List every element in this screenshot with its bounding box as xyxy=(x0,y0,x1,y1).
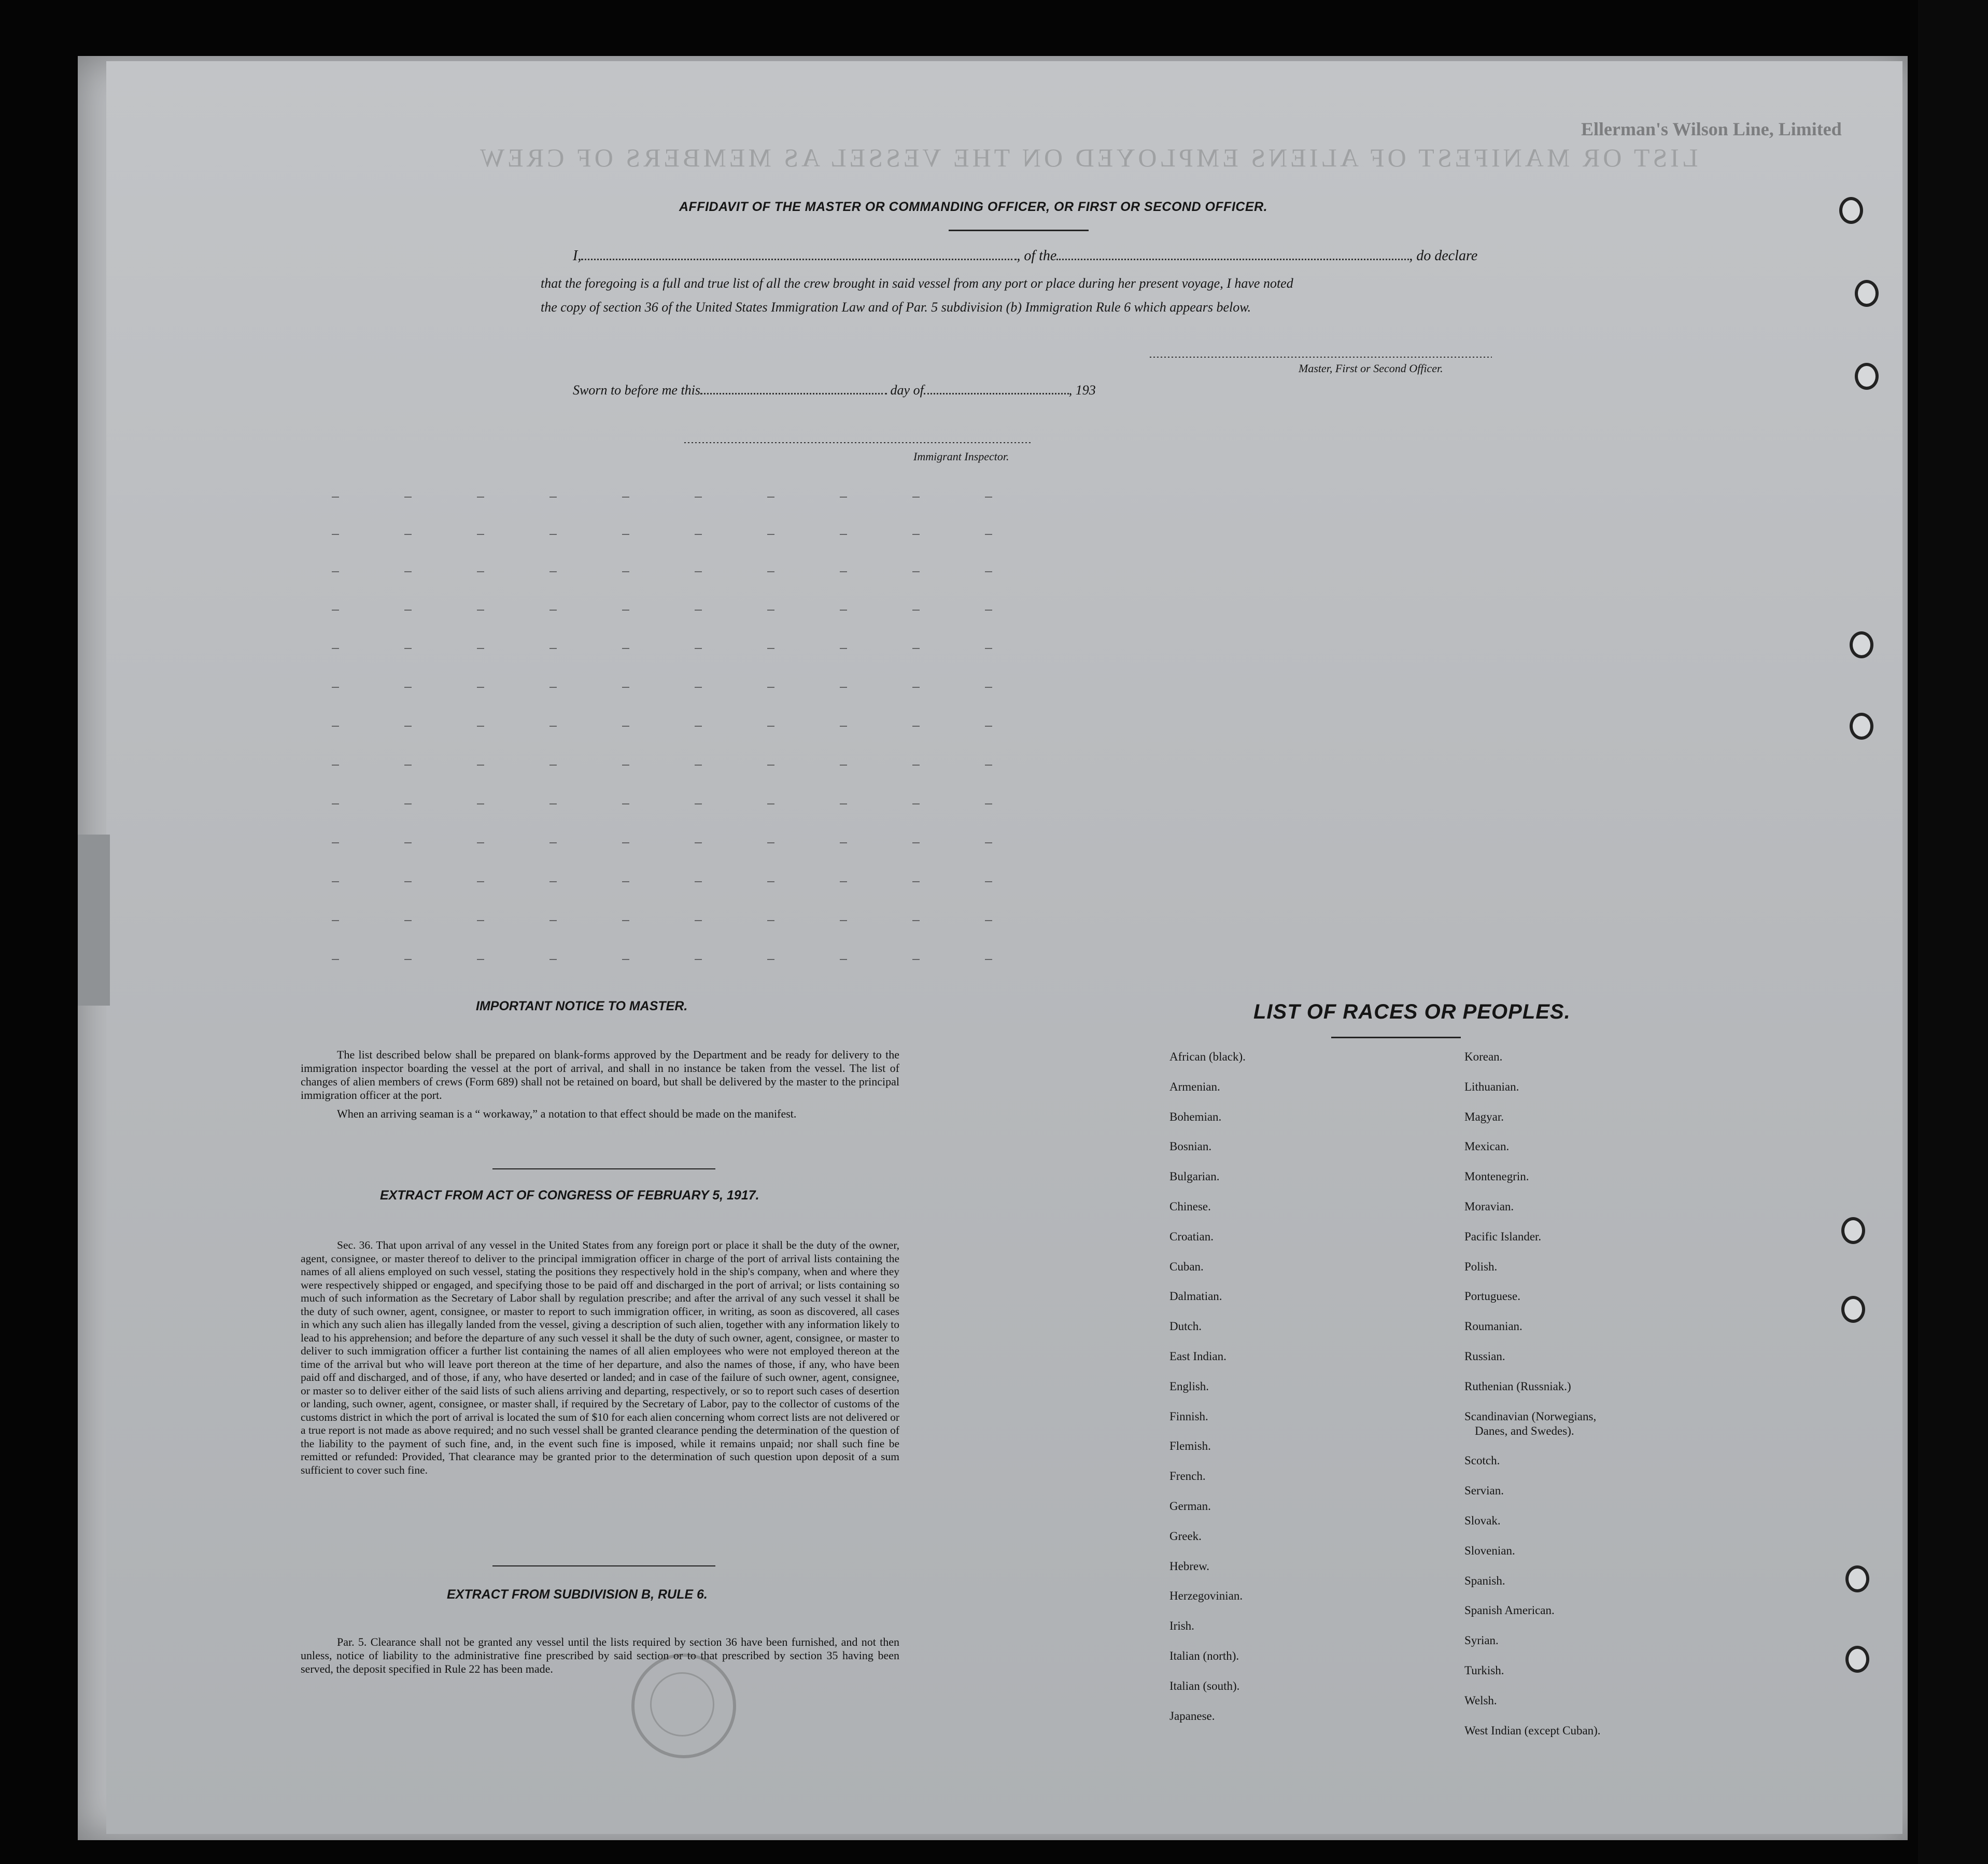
race-item: Slovenian. xyxy=(1464,1544,1515,1557)
race-item: East Indian. xyxy=(1169,1350,1226,1363)
film-margin xyxy=(1918,0,1988,1864)
race-item: Lithuanian. xyxy=(1464,1080,1519,1093)
race-item: Spanish. xyxy=(1464,1574,1505,1587)
race-item: Dutch. xyxy=(1169,1320,1202,1333)
race-item: Armenian. xyxy=(1169,1080,1220,1093)
affidavit-title: AFFIDAVIT OF THE MASTER OR COMMANDING OFFICER, OR FIRST OR SECOND OFFICER. xyxy=(679,200,1268,214)
race-item: Bosnian. xyxy=(1169,1140,1212,1153)
race-item: Bohemian. xyxy=(1169,1110,1222,1123)
ghost-dash-row xyxy=(332,497,1058,498)
race-item: Flemish. xyxy=(1169,1439,1211,1453)
race-item: Scotch. xyxy=(1464,1454,1500,1467)
day-of-label: day of xyxy=(890,383,924,398)
affidavit-i: I, xyxy=(573,248,582,264)
race-item: Mexican. xyxy=(1464,1140,1510,1153)
ghost-manifest-title: LIST OR MANIFEST OF ALIENS EMPLOYED ON THE VESSEL AS MEMBERS OF CREW xyxy=(477,143,1698,172)
ghost-dash-row xyxy=(332,571,1058,572)
race-item: Danes, and Swedes). xyxy=(1475,1424,1574,1437)
year-label: , 193 xyxy=(1068,383,1096,398)
race-item: Roumanian. xyxy=(1464,1320,1522,1333)
binder-hole xyxy=(1839,197,1863,224)
binder-hole xyxy=(1850,631,1873,658)
race-item: Italian (north). xyxy=(1169,1649,1239,1662)
notice-title: IMPORTANT NOTICE TO MASTER. xyxy=(476,999,688,1013)
race-item: Montenegrin. xyxy=(1464,1170,1529,1183)
race-item: Spanish American. xyxy=(1464,1604,1555,1617)
binder-hole xyxy=(1841,1296,1865,1323)
ghost-dash-row xyxy=(332,687,1058,688)
master-signature-line xyxy=(1150,357,1492,358)
ghost-dash-row xyxy=(332,842,1058,843)
race-item: Turkish. xyxy=(1464,1664,1504,1677)
race-item: Dalmatian. xyxy=(1169,1290,1222,1303)
race-item: French. xyxy=(1169,1470,1206,1483)
race-item: Servian. xyxy=(1464,1484,1504,1498)
divider-rule xyxy=(1331,1037,1461,1038)
ghost-stamp xyxy=(631,1654,736,1758)
race-item: German. xyxy=(1169,1500,1211,1513)
affidavit-do-declare: , do declare xyxy=(1409,248,1478,264)
sheet-overlay xyxy=(106,61,1902,1834)
ghost-dash-row xyxy=(332,920,1058,921)
race-item: Bulgarian. xyxy=(1169,1170,1220,1183)
race-item: Pacific Islander. xyxy=(1464,1230,1542,1243)
affidavit-line2: that the foregoing is a full and true list of all the crew brought in said vessel from any port or place during her present voyage, I have noted xyxy=(541,276,1293,291)
divider-rule xyxy=(949,230,1089,231)
races-title: LIST OF RACES OR PEOPLES. xyxy=(1253,1000,1571,1023)
notice-body xyxy=(301,1048,899,1121)
race-item: Herzegovinian. xyxy=(1169,1589,1243,1603)
ghost-dash-row xyxy=(332,648,1058,649)
section-36-text: Sec. 36. That upon arrival of any vessel in the United States from any foreign port or place it shall be the duty of the owner, agent, consignee, or master thereof to deliver to the principal immigration officer in charge of the port of arrival lists containing the names of all aliens employed on such vessel, stating the positions they respectively hold in the ship's company, when and where they were respectively shipped or engaged, and specifying those to be paid off and discharged in the port of arrival; or lists containing so much of such information as the Secretary of Labor shall by regulation prescribe; and after the arrival of any such vessel it shall be the duty of such owner, agent, consignee, or master to report to such immigration officer, in writing, as soon as discovered, all cases in which any such alien has illegally landed from the vessel, giving a description of such alien, together with any information likely to lead to his apprehension; and before the departure of any such vessel it shall be the duty of such owner, agent, consignee, or master to deliver to such immigration officer a further list containing the names of all alien employees who were not employed thereon at the time of the arrival but who will leave port thereon at the time of her departure, and also the names of those, if any, who have been paid off and discharged, and of those, if any, who have deserted or landed; and in case of the failure of such owner, agent, consignee, or master so to deliver either of the said lists of such aliens arriving and departing, respectively, or so to report such cases of desertion or landing, such owner, agent, consignee, or master shall, if required by the Secretary of Labor, pay to the collector of customs of the customs district in which the port of arrival is located the sum of $10 for each alien concerning whom correct lists are not delivered or a true report is not made as above required; and no such vessel shall be granted clearance pending the determination of the question of the liability to the payment of such fine, and, in the event such fine is imposed, while it remains unpaid; nor shall such fine be remitted or refunded: Provided, That clearance may be granted prior to the determination of such question upon deposit of a sum sufficient to cover such fine. xyxy=(301,1239,899,1476)
ghost-dash-row xyxy=(332,803,1058,804)
binder-hole xyxy=(1841,1217,1865,1244)
race-item: Russian. xyxy=(1464,1350,1505,1363)
binder-hole xyxy=(1845,1646,1869,1673)
extract-rule-body xyxy=(301,1635,899,1676)
race-item: Ruthenian (Russniak.) xyxy=(1464,1379,1571,1393)
extract-act-title: EXTRACT FROM ACT OF CONGRESS OF FEBRUARY 5, 1917. xyxy=(380,1188,759,1203)
sworn-line xyxy=(573,383,1096,398)
ghost-dash-row xyxy=(332,726,1058,727)
race-item: Moravian. xyxy=(1464,1200,1514,1213)
extract-act-body xyxy=(301,1239,899,1477)
race-item: Cuban. xyxy=(1169,1260,1204,1273)
notice-paragraph-2: When an arriving seaman is a “ workaway,” a notation to that effect should be made on the manifest. xyxy=(337,1107,797,1120)
sworn-label: Sworn to before me this xyxy=(573,383,701,398)
race-item: Greek. xyxy=(1169,1529,1202,1543)
race-item: Welsh. xyxy=(1464,1693,1497,1707)
race-item: Korean. xyxy=(1464,1050,1503,1063)
inspector-signature-line xyxy=(684,442,1031,443)
race-item: West Indian (except Cuban). xyxy=(1464,1724,1601,1737)
ghost-dash-row xyxy=(332,959,1058,960)
affidavit-of-the: , of the xyxy=(1017,248,1057,264)
divider-rule xyxy=(492,1168,715,1169)
race-item: Polish. xyxy=(1464,1260,1498,1273)
ghost-dash-row xyxy=(332,534,1058,535)
inspector-label: Immigrant Inspector. xyxy=(913,450,1009,463)
notice-paragraph-1: The list described below shall be prepared on blank-forms approved by the Department and be ready for delivery to the immigration inspector boarding the vessel at the port of arrival, and shall in no instance be taken from the vessel. The list of changes of alien members of crews (Form 689) shall not be retained on board, but shall be delivered by the master to the principal immigration officer at the port. xyxy=(301,1048,899,1102)
race-item: Finnish. xyxy=(1169,1409,1208,1423)
race-item: Slovak. xyxy=(1464,1514,1501,1527)
race-item: Chinese. xyxy=(1169,1200,1211,1213)
affidavit-line3: the copy of section 36 of the United States Immigration Law and of Par. 5 subdivision (b) Immigration Rule 6 which appears below. xyxy=(541,300,1251,315)
binder-hole xyxy=(1855,363,1879,390)
stamp-inner-ring xyxy=(650,1672,714,1736)
extract-rule-title: EXTRACT FROM SUBDIVISION B, RULE 6. xyxy=(447,1587,708,1602)
race-item: Croatian. xyxy=(1169,1230,1214,1243)
race-item: Hebrew. xyxy=(1169,1559,1210,1573)
ghost-company-name: Ellerman's Wilson Line, Limited xyxy=(1581,119,1842,139)
binder-hole xyxy=(1855,280,1879,307)
race-item: Scandinavian (Norwegians, xyxy=(1464,1409,1597,1423)
race-item: African (black). xyxy=(1169,1050,1246,1063)
ghost-dash-row xyxy=(332,610,1058,611)
ghost-dash-row xyxy=(332,765,1058,766)
binder-hole xyxy=(1845,1565,1869,1592)
race-item: Syrian. xyxy=(1464,1634,1499,1647)
race-item: Japanese. xyxy=(1169,1709,1215,1722)
race-item: Portuguese. xyxy=(1464,1290,1520,1303)
par-5-text: Par. 5. Clearance shall not be granted any vessel until the lists required by section 36 have been furnished, and not then unless, notice of liability to the administrative fine prescribed by said section or to that prescribed by section 35 having been served, the deposit specified in Rule 22 has been made. xyxy=(301,1635,899,1675)
race-item: Italian (south). xyxy=(1169,1679,1240,1692)
binder-hole xyxy=(1850,713,1873,740)
ghost-dash-row xyxy=(332,881,1058,882)
affidavit-line1 xyxy=(573,248,1477,264)
master-label: Master, First or Second Officer. xyxy=(1299,362,1443,375)
torn-edge xyxy=(78,835,110,1006)
divider-rule xyxy=(492,1565,715,1566)
race-item: Magyar. xyxy=(1464,1110,1504,1123)
race-item: English. xyxy=(1169,1379,1209,1393)
race-item: Irish. xyxy=(1169,1619,1194,1633)
